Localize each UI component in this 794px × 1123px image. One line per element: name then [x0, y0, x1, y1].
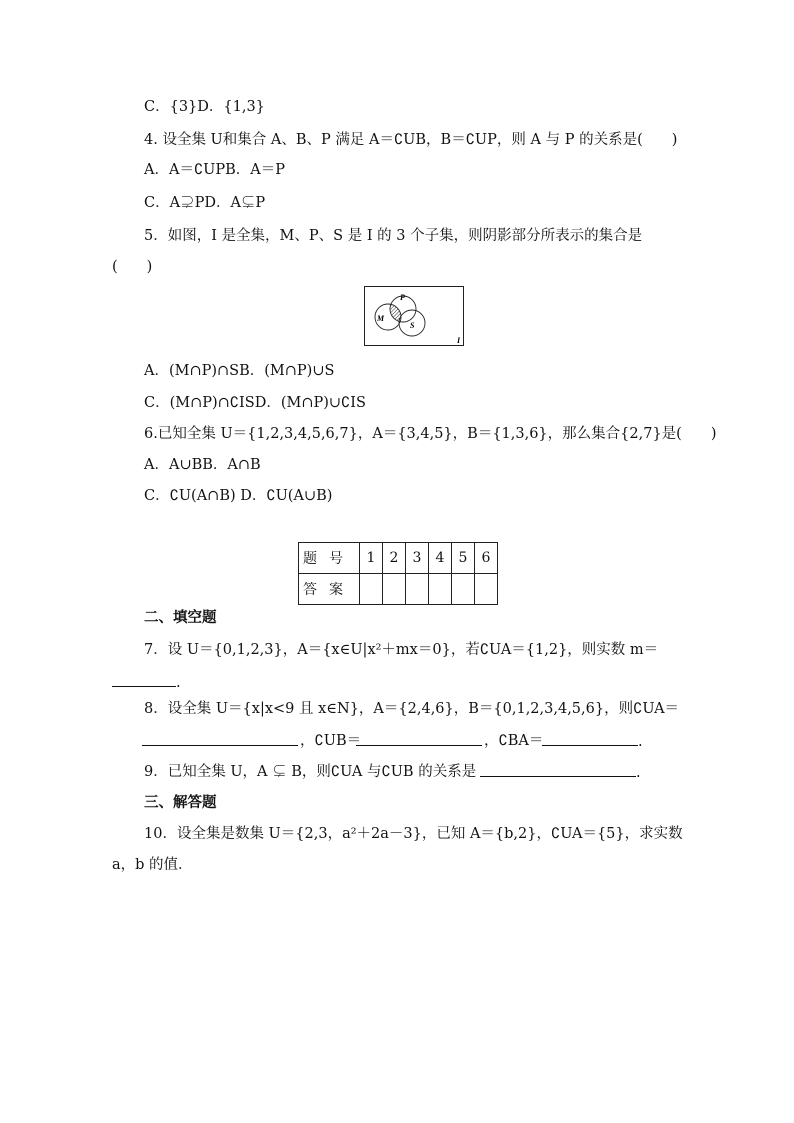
q6-options-cd: C．∁U(A∩B) D．∁U(A∪B) — [144, 488, 333, 504]
table-number-cell: 1 — [360, 543, 383, 574]
q4-options-cd: C．A⊋PD．A⊊P — [144, 195, 266, 211]
table-number-cell: 4 — [429, 543, 452, 574]
q4-stem: 4. 设全集 U和集合 A、B、P 满足 A＝∁UB，B＝∁UP，则 A 与 P 的关系是( ) — [144, 132, 678, 148]
q9-stem: 9．已知全集 U，A ⊊ B，则∁UA 与∁UB 的关系是 — [144, 764, 477, 780]
q10-stem: 10．设全集是数集 U＝{2,3，a²＋2a－3}，已知 A＝{b,2}，∁UA＝{5}，求实数 — [144, 826, 683, 842]
table-answer-cell[interactable] — [429, 574, 452, 605]
q10-stem-cont: a，b 的值． — [112, 857, 193, 873]
q3-options-cd: C．{3}D．{1,3} — [144, 99, 265, 115]
q8-blank-1[interactable] — [142, 731, 298, 752]
section-fill-in-heading: 二、填空题 — [144, 609, 217, 626]
q6-stem: 6.已知全集 U＝{1,2,3,4,5,6,7}，A＝{3,4,5}，B＝{1,3,6}，那么集合{2,7}是( ) — [144, 426, 717, 442]
table-number-cell: 3 — [406, 543, 429, 574]
label-i: I — [457, 336, 461, 345]
q9-answer-blank[interactable]: . — [480, 762, 641, 783]
label-p: P — [400, 293, 405, 302]
q8-complement-ba-label: ，∁BA＝ — [484, 733, 544, 749]
table-number-cell: 6 — [475, 543, 498, 574]
q6-options-ab: A．A∪BB．A∩B — [144, 457, 261, 473]
table-answer-cell[interactable] — [452, 574, 475, 605]
table-header-answer: 答案 — [299, 574, 360, 605]
table-answer-cell[interactable] — [406, 574, 429, 605]
table-answer-cell[interactable] — [360, 574, 383, 605]
section-answer-heading: 三、解答题 — [144, 794, 217, 811]
table-answer-cell[interactable] — [475, 574, 498, 605]
q8-blank-2[interactable] — [356, 731, 482, 752]
table-header-number: 题号 — [299, 543, 360, 574]
q8-blank-3[interactable]: . — [542, 731, 643, 752]
q5-stem: 5．如图，I 是全集，M、P、S 是 I 的 3 个子集，则阴影部分所表示的集合是 — [144, 228, 643, 244]
q5-stem-bracket: ( ) — [112, 259, 153, 275]
table-answer-cell[interactable] — [383, 574, 406, 605]
label-m: M — [377, 314, 385, 323]
q5-options-cd: C．(M∩P)∩∁ISD．(M∩P)∪∁IS — [144, 395, 366, 411]
label-s: S — [410, 321, 415, 330]
answer-table — [298, 542, 498, 605]
q4-options-ab: A．A＝∁UPB．A＝P — [144, 162, 286, 178]
q5-options-ab: A．(M∩P)∩SB．(M∩P)∪S — [144, 363, 335, 379]
q8-complement-b-label: ，∁UB＝ — [300, 733, 362, 749]
q8-stem: 8．设全集 U＝{x|x<9 且 x∈N}，A＝{2,4,6}，B＝{0,1,2,3,4,5,6}，则∁UA＝ — [144, 701, 680, 717]
table-number-cell: 2 — [383, 543, 406, 574]
q7-answer-blank[interactable]: . — [112, 672, 181, 693]
venn-diagram — [364, 286, 464, 346]
q7-stem: 7．设 U＝{0,1,2,3}，A＝{x∈U|x²＋mx＝0}，若∁UA＝{1,2}，则实数 m＝ — [144, 642, 659, 658]
table-number-cell: 5 — [452, 543, 475, 574]
